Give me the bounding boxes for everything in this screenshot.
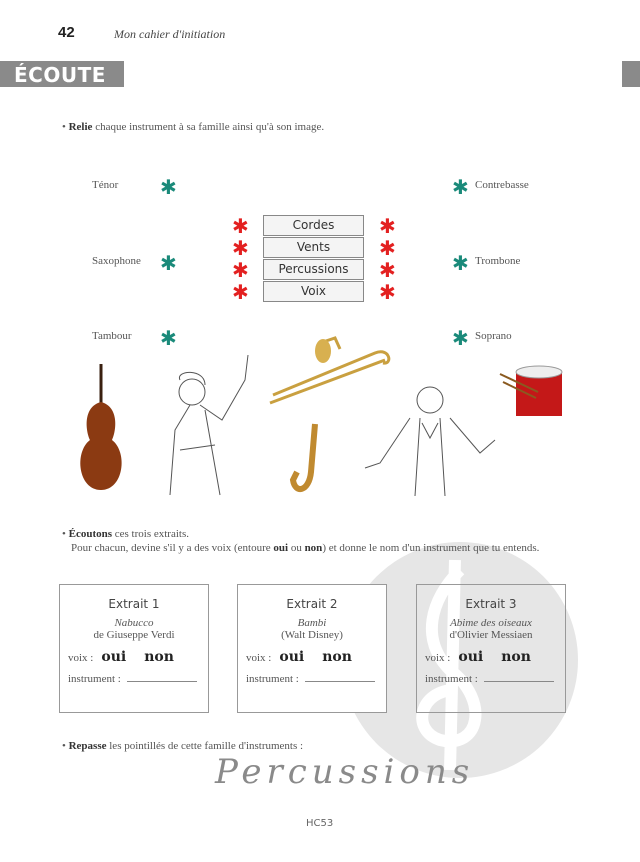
extract-author: de Giuseppe Verdi	[93, 629, 175, 641]
oui-option[interactable]: oui	[279, 649, 305, 665]
connect-dot[interactable]: ✱	[379, 214, 396, 238]
non-option[interactable]: non	[501, 649, 531, 665]
instrument-soprano: Soprano	[475, 330, 512, 342]
connect-dot[interactable]: ✱	[160, 175, 177, 199]
instrument-saxophone: Saxophone	[92, 255, 141, 267]
non-option[interactable]: non	[322, 649, 352, 665]
connect-dot[interactable]: ✱	[232, 258, 249, 282]
connect-dot[interactable]: ✱	[452, 251, 469, 275]
saxophone-image	[285, 422, 330, 500]
section-title: ÉCOUTE 7	[14, 63, 106, 111]
oui-option[interactable]: oui	[101, 649, 127, 665]
section-banner	[0, 61, 124, 111]
double-bass-image	[70, 362, 132, 494]
instrument-trombone: Trombone	[475, 255, 521, 267]
instruction-ecoutons: • Écoutons ces trois extraits. Pour chacun, devine s'il y a des voix (entoure oui ou non) et donne le nom d'un instrument que tu entends.	[62, 528, 540, 554]
instruction-repasse: • Repasse les pointillés de cette famille d'instruments :	[62, 740, 304, 752]
connect-dot[interactable]: ✱	[232, 236, 249, 260]
connect-dot[interactable]: ✱	[232, 214, 249, 238]
extract-card-3	[416, 584, 566, 713]
extract-card-2	[237, 584, 387, 713]
extract-title: Extrait 2	[286, 597, 338, 611]
connect-dot[interactable]: ✱	[452, 175, 469, 199]
family-voix: Voix	[263, 281, 364, 302]
extract-title: Extrait 1	[108, 597, 160, 611]
family-percussions: Percussions	[263, 259, 364, 280]
extract-author: d'Olivier Messiaen	[449, 629, 533, 641]
family-vents: Vents	[263, 237, 364, 258]
page-number: 42	[58, 24, 75, 41]
oui-option[interactable]: oui	[458, 649, 484, 665]
non-option[interactable]: non	[144, 649, 174, 665]
extract-title: Extrait 3	[465, 597, 517, 611]
extract-work: Abime des oiseaux	[450, 617, 532, 629]
connect-dot[interactable]: ✱	[232, 280, 249, 304]
connect-dot[interactable]: ✱	[379, 258, 396, 282]
footer-code: HC53	[306, 818, 334, 829]
book-title: Mon cahier d'initiation	[114, 27, 226, 41]
tenor-image	[360, 378, 500, 498]
instrument-label: instrument :	[425, 673, 478, 685]
extract-work: Nabucco	[114, 617, 154, 629]
connect-dot[interactable]: ✱	[379, 280, 396, 304]
extract-work: Bambi	[297, 617, 327, 629]
extract-card-1	[59, 584, 209, 713]
instrument-tenor: Ténor	[92, 179, 119, 191]
instrument-label: instrument :	[68, 673, 121, 685]
connect-dot[interactable]: ✱	[160, 251, 177, 275]
family-cordes: Cordes	[263, 215, 364, 236]
instruction-relie: • Relie chaque instrument à sa famille ainsi qu'à son image.	[62, 121, 325, 133]
drum-image	[498, 362, 568, 422]
voix-label: voix :	[425, 652, 451, 664]
trace-word[interactable]: Percussions	[215, 752, 475, 792]
instrument-contrebasse: Contrebasse	[475, 179, 529, 191]
connect-dot[interactable]: ✱	[160, 326, 177, 350]
connect-dot[interactable]: ✱	[452, 326, 469, 350]
instrument-label: instrument :	[246, 673, 299, 685]
instrument-blank[interactable]	[484, 681, 554, 682]
instrument-blank[interactable]	[127, 681, 197, 682]
connect-dot[interactable]: ✱	[379, 236, 396, 260]
voix-label: voix :	[68, 652, 94, 664]
soprano-image	[160, 350, 255, 500]
voix-label: voix :	[246, 652, 272, 664]
instrument-blank[interactable]	[305, 681, 375, 682]
instrument-tambour: Tambour	[92, 330, 132, 342]
extract-author: (Walt Disney)	[281, 629, 343, 641]
side-tab	[622, 61, 640, 87]
